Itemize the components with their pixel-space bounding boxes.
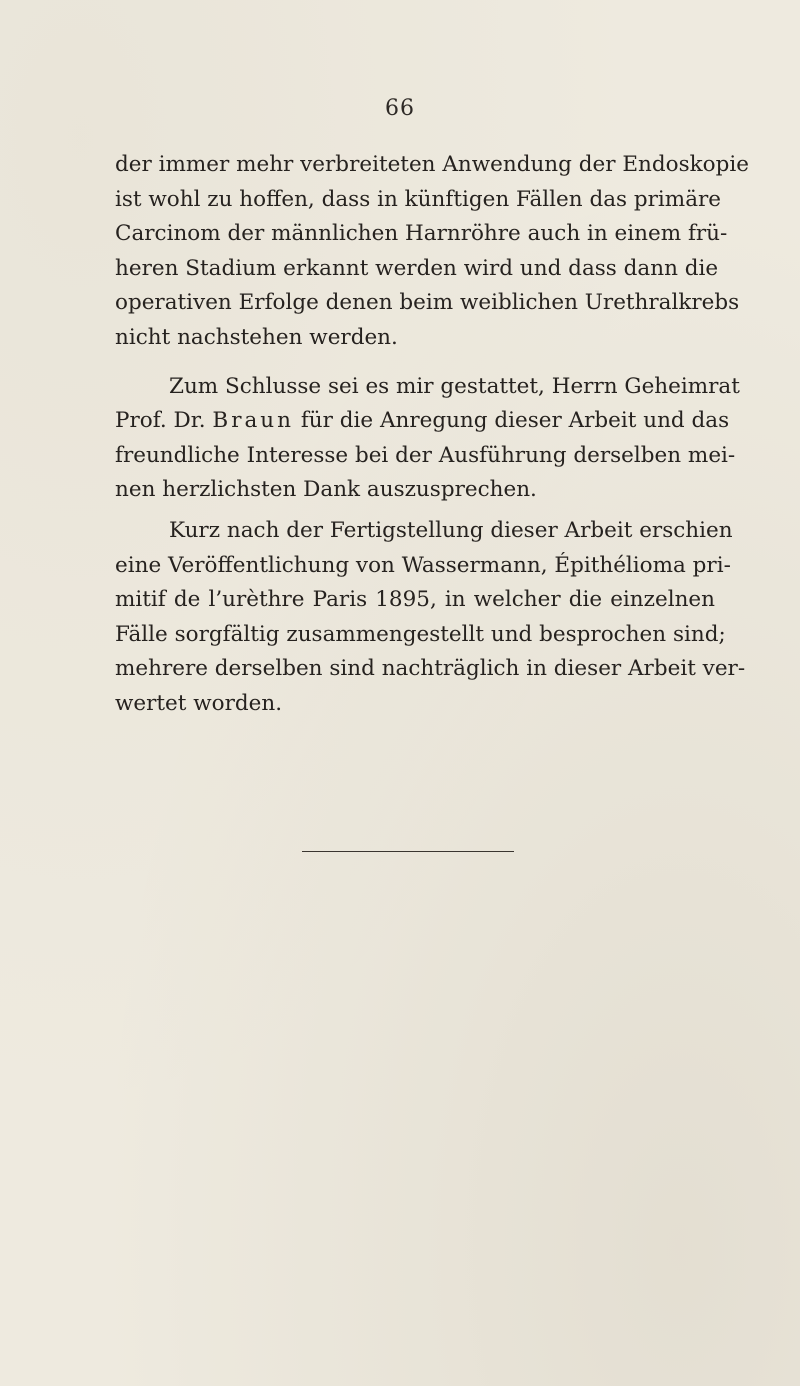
text-line: Fälle sorgfältig zusammengestellt und besprochen sind; [115, 621, 726, 647]
text-line: nicht nachstehen werden. [115, 324, 398, 350]
text-line: heren Stadium erkannt werden wird und dass dann die [115, 255, 719, 281]
text-line: Carcinom der männlichen Harnröhre auch in einem frü- [115, 221, 728, 247]
body-text [115, 148, 749, 722]
text-segment: Prof. Dr. [115, 408, 206, 434]
text-line-with-name [115, 404, 730, 439]
text-line: freundliche Interesse bei der Ausführung derselben mei- [115, 442, 736, 468]
paragraph-gap [115, 356, 715, 370]
paragraph-3 [115, 514, 746, 722]
page-number: 66 [385, 96, 415, 121]
text-line: wertet worden. [115, 690, 283, 716]
text-line: mitif de l’urèthre Paris 1895, in welcher die einzelnen [115, 587, 715, 613]
text-segment: für die Anregung dieser Arbeit und das [300, 408, 730, 434]
text-line: mehrere derselben sind nachträglich in dieser Arbeit ver- [115, 656, 746, 682]
person-name: Braun [212, 408, 294, 434]
paragraph-1 [115, 148, 749, 356]
text-line: eine Veröffentlichung von Wassermann, Épithélioma pri- [115, 552, 731, 578]
text-line: Zum Schlusse sei es mir gestattet, Herrn Geheimrat [169, 373, 740, 399]
text-line: operativen Erfolge denen beim weiblichen Urethralkrebs [115, 290, 740, 316]
text-line: Kurz nach der Fertigstellung dieser Arbeit erschien [169, 517, 733, 543]
text-line: nen herzlichsten Dank auszusprechen. [115, 477, 537, 503]
paragraph-2 [115, 370, 740, 508]
text-line: ist wohl zu hoffen, dass in künftigen Fällen das primäre [115, 186, 722, 212]
section-end-rule [302, 851, 514, 852]
text-line: der immer mehr verbreiteten Anwendung der Endoskopie [115, 152, 749, 177]
